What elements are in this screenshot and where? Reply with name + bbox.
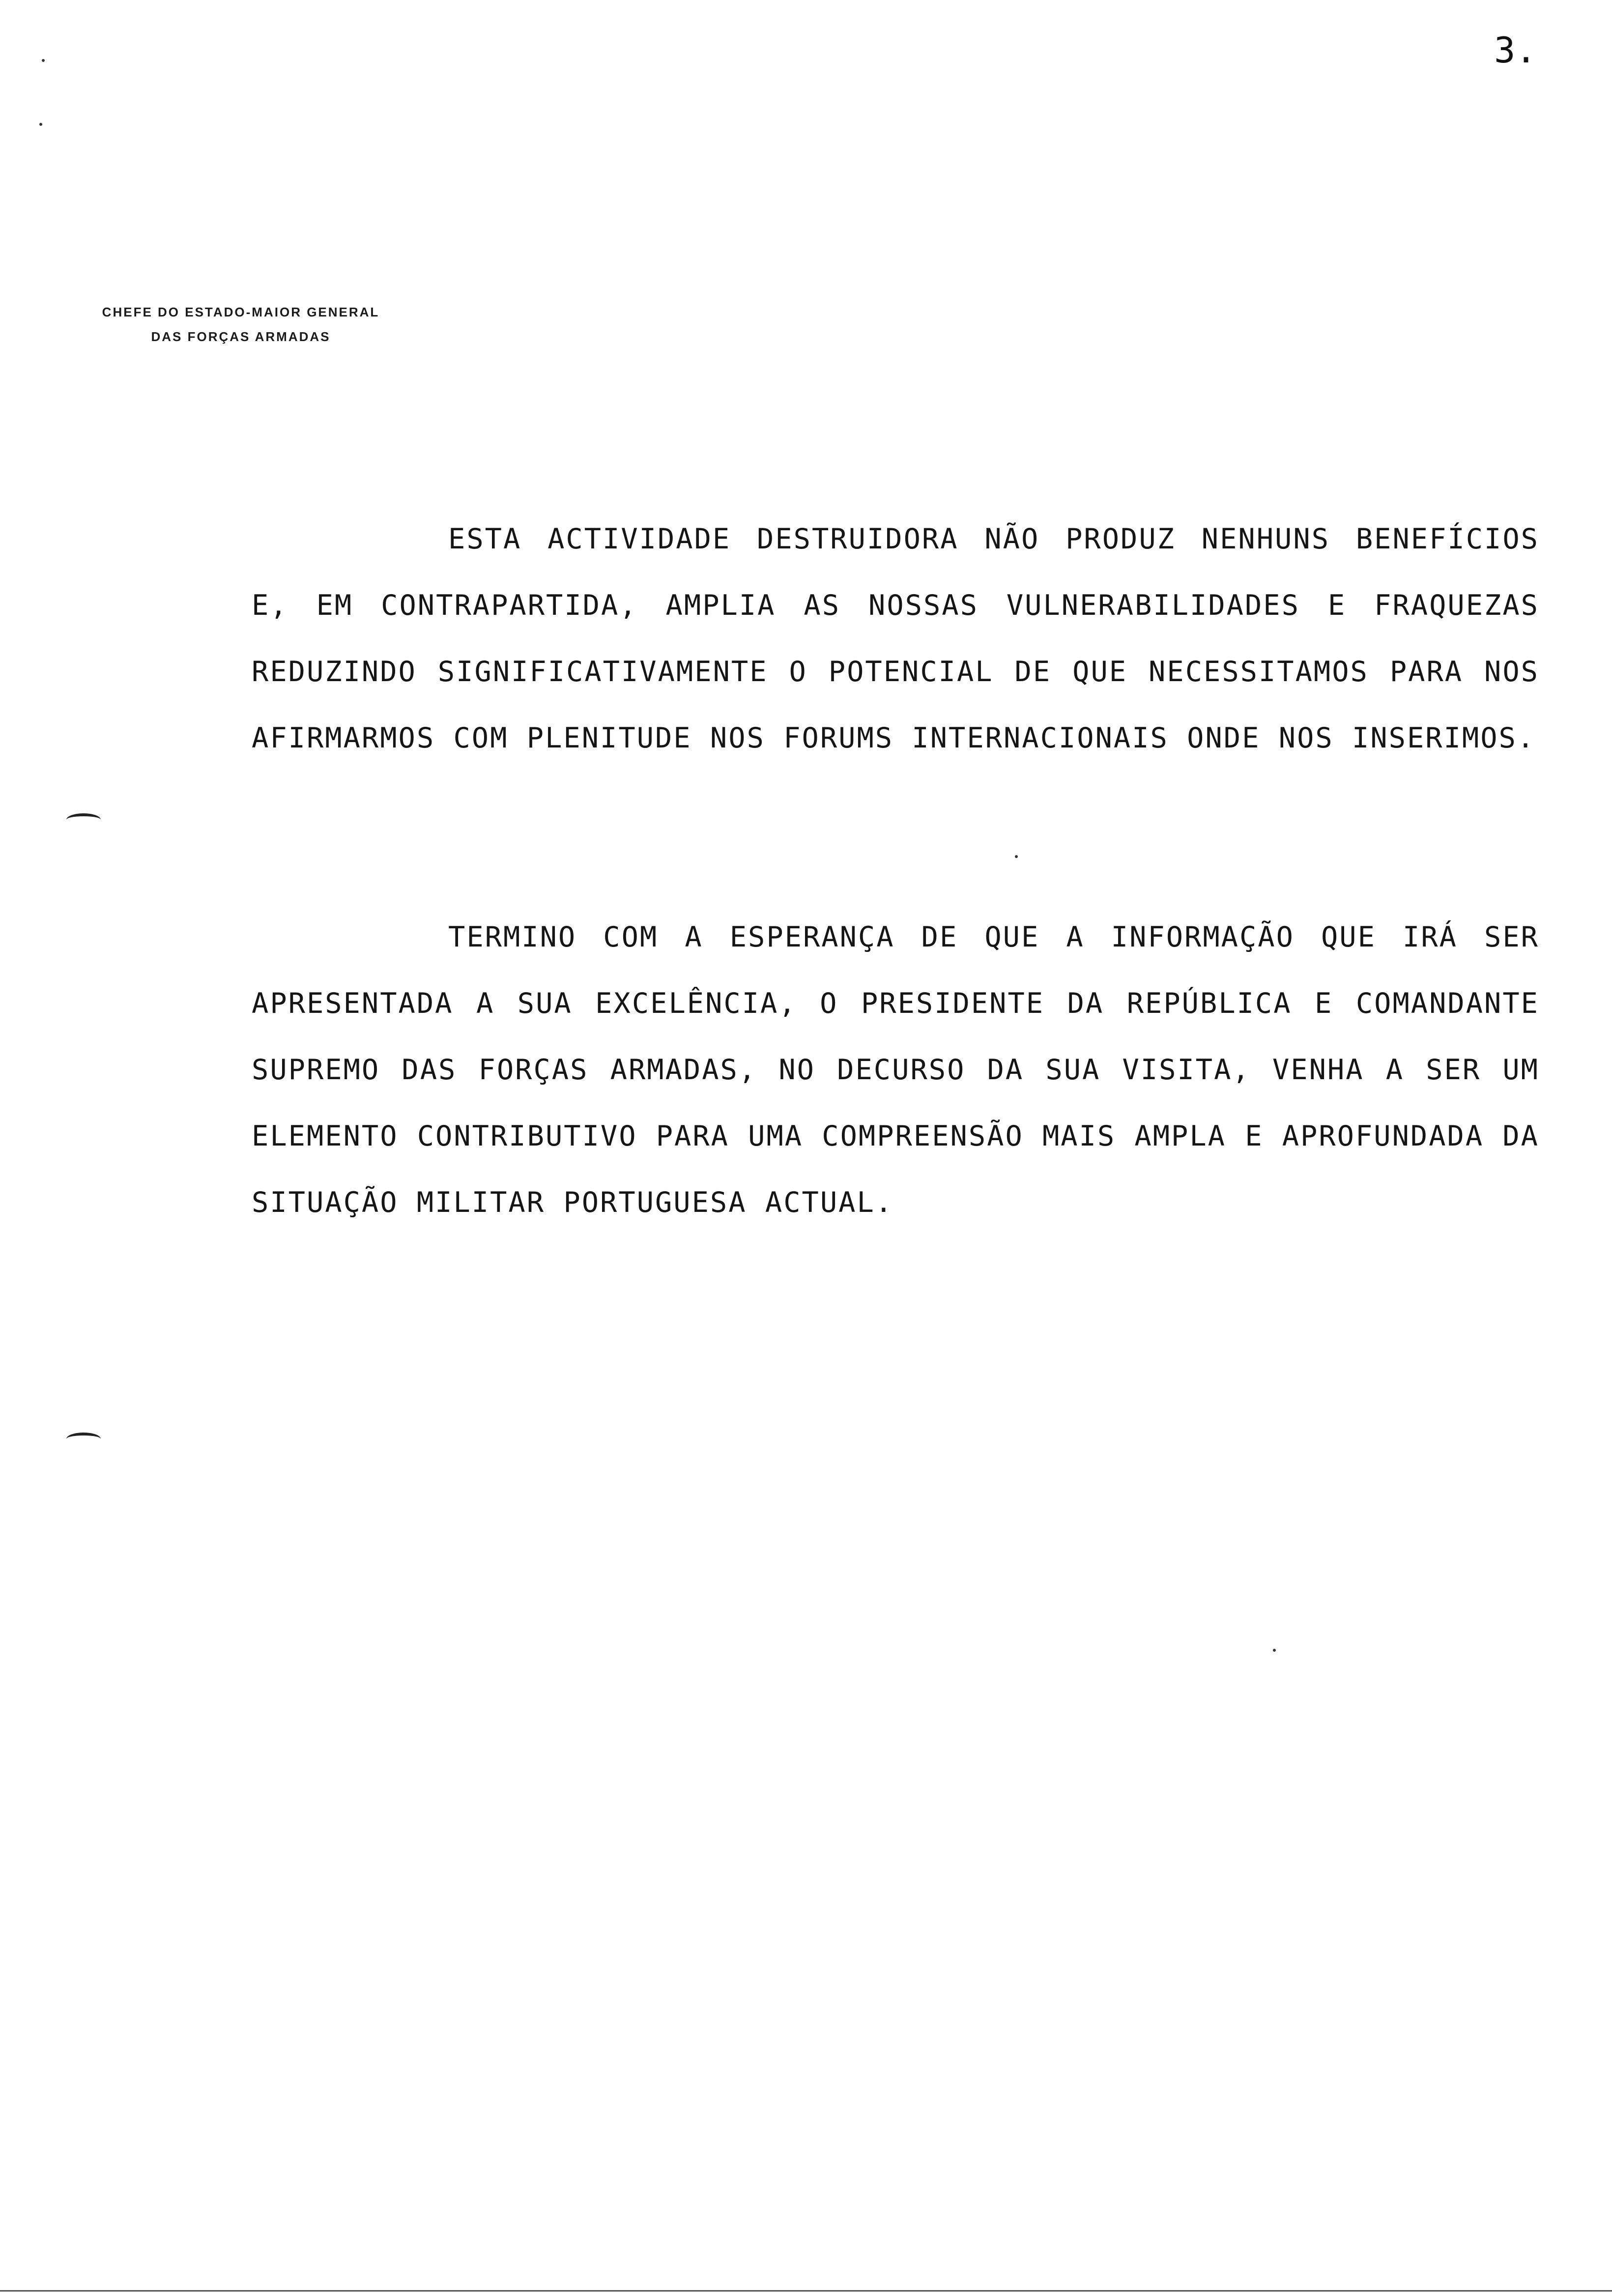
paragraph-2-text: TERMINO COM A ESPERANÇA DE QUE A INFORMAÇÃO QUE IRÁ SER APRESENTADA A SUA EXCELÊNCIA, O PRESIDENTE DA REPÚBLICA E COMANDANTE SUPREMO DAS FORÇAS ARMADAS, NO DECURSO DA SUA VISITA, VENHA A SER UM ELEMENTO CONTRIBUTIVO PARA UMA COMPREENSÃO MAIS AMPLA E APROFUNDADA DA SITUAÇÃO MILITAR PORTUGUESA ACTUAL. — [252, 921, 1539, 1219]
paragraph-2 — [252, 904, 1539, 1236]
letterhead — [69, 300, 413, 349]
scan-speck — [1273, 1649, 1276, 1652]
scan-speck — [1015, 855, 1018, 858]
letterhead-line-1: CHEFE DO ESTADO-MAIOR GENERAL — [102, 305, 380, 319]
scan-speck — [39, 123, 42, 126]
paragraph-1-text: ESTA ACTIVIDADE DESTRUIDORA NÃO PRODUZ NENHUNS BENEFÍCIOS E, EM CONTRAPARTIDA, AMPLIA AS NOSSAS VULNERABILIDADES E FRAQUEZAS REDUZINDO SIGNIFICATIVAMENTE O POTENCIAL DE QUE NECESSITAMOS PARA NOS AFIRMARMOS COM PLENITUDE NOS FORUMS INTERNACIONAIS ONDE NOS INSERIMOS. — [252, 523, 1539, 754]
scan-speck — [42, 59, 45, 62]
paragraph-1 — [252, 506, 1539, 772]
letterhead-line-2: DAS FORÇAS ARMADAS — [151, 329, 331, 344]
page-number: 3. — [1494, 29, 1537, 71]
punch-hole-mark — [66, 1433, 101, 1445]
punch-hole-mark — [66, 813, 101, 826]
scan-edge-line — [0, 2290, 1612, 2292]
